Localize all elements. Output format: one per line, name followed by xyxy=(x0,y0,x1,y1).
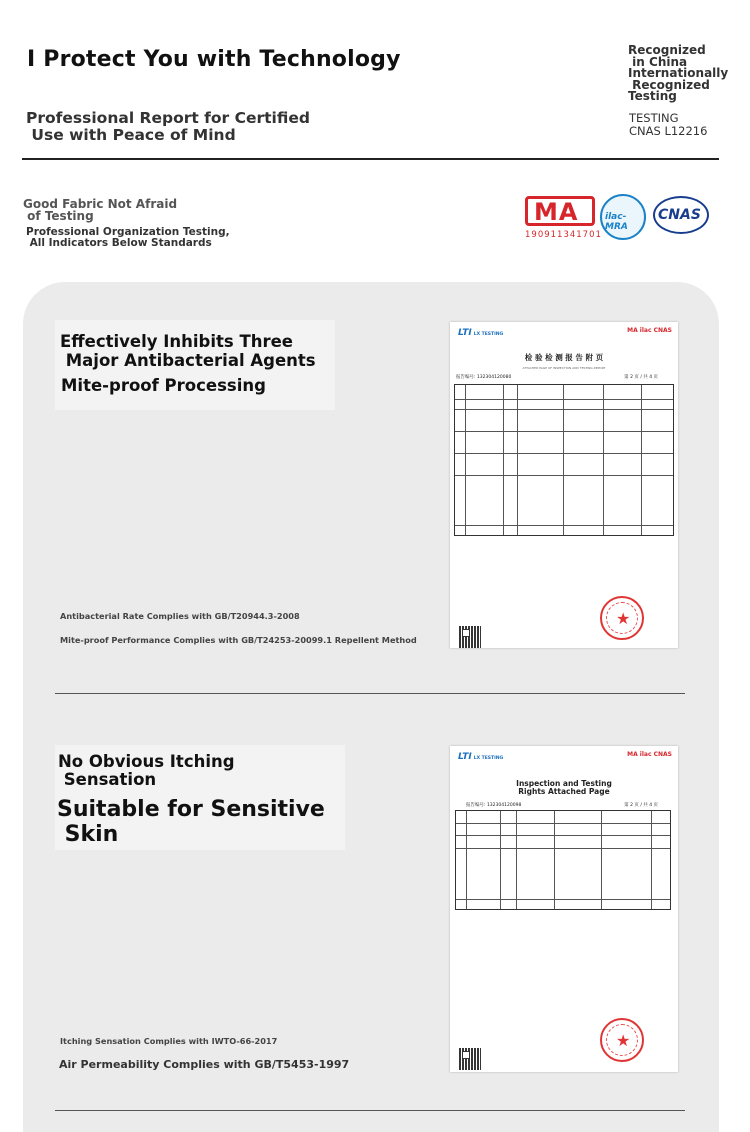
report-badges: MA ilac CNAS xyxy=(627,751,672,758)
page-headline: I Protect You with Technology xyxy=(27,47,401,72)
section1-standard-note: Antibacterial Rate Complies with GB/T20944.3-2008 xyxy=(60,611,300,621)
lab-logo: LTI LX TESTING xyxy=(458,328,504,338)
cma-number: 190911341701 xyxy=(525,230,602,240)
qr-code-icon xyxy=(459,1048,481,1070)
report-number: 报告编号: 132304120080 xyxy=(456,375,512,380)
recognition-note: Recognized in China Internationally Recognized Testing xyxy=(628,43,729,103)
qr-code-icon xyxy=(459,626,481,648)
section2-standard-note: Itching Sensation Complies with IWTO-66-2017 xyxy=(60,1036,278,1046)
guarantee-detail: Professional Organization Testing, All Indicators Below Standards xyxy=(26,226,230,249)
cma-logo-icon xyxy=(525,196,595,226)
test-report-image-2 xyxy=(450,746,678,1072)
report-table xyxy=(455,810,671,910)
report-page: 第 2 页 / 共 4 页 xyxy=(624,803,658,808)
section2-subheading: Suitable for Sensitive Skin xyxy=(57,797,325,847)
report-badges: MA ilac CNAS xyxy=(627,327,672,334)
cnas-code: CNAS L12216 xyxy=(629,124,708,138)
report-page: 第 2 页 / 共 4 页 xyxy=(624,375,658,380)
section1-standard-note-2: Mite-proof Performance Complies with GB/T24253-20099.1 Repellent Method xyxy=(60,635,417,645)
section1-subheading: Mite-proof Processing xyxy=(61,376,266,395)
ilac-mra-logo-icon xyxy=(600,194,646,240)
certification-logos xyxy=(525,192,715,244)
cma-logo-text: MA xyxy=(534,198,579,226)
testing-label: TESTING xyxy=(629,111,679,125)
section-divider xyxy=(55,693,685,694)
test-report-image-1 xyxy=(450,322,678,648)
section1-heading: Effectively Inhibits Three Major Antibacterial Agents xyxy=(60,332,316,370)
report-title: Inspection and Testing Rights Attached Page xyxy=(516,779,612,796)
cnas-logo-icon xyxy=(653,196,709,234)
bottom-divider xyxy=(55,1110,685,1111)
section2-heading: No Obvious Itching Sensation xyxy=(58,752,235,789)
lab-logo: LTI LX TESTING xyxy=(458,752,504,762)
cnas-accreditation xyxy=(629,112,707,138)
page-subtitle: Professional Report for Certified Use with Peace of Mind xyxy=(26,109,310,144)
report-number: 报告编号: 132304120098 xyxy=(466,803,522,808)
section2-standard-note-2: Air Permeability Complies with GB/T5453-1997 xyxy=(59,1058,350,1071)
report-subtitle: ATTACHED PAGE OF INSPECTION AND TESTING REPORT xyxy=(522,366,606,370)
official-seal-icon: ★ xyxy=(600,1018,644,1062)
cnas-logo-text: CNAS xyxy=(658,207,701,223)
header-divider xyxy=(22,158,719,160)
report-table xyxy=(454,384,674,536)
official-seal-icon: ★ xyxy=(600,596,644,640)
report-title: 检 验 检 测 报 告 附 页 xyxy=(524,353,604,362)
guarantee-slogan: Good Fabric Not Afraid of Testing xyxy=(23,197,178,223)
ilac-logo-text: ilac-MRA xyxy=(605,212,628,232)
